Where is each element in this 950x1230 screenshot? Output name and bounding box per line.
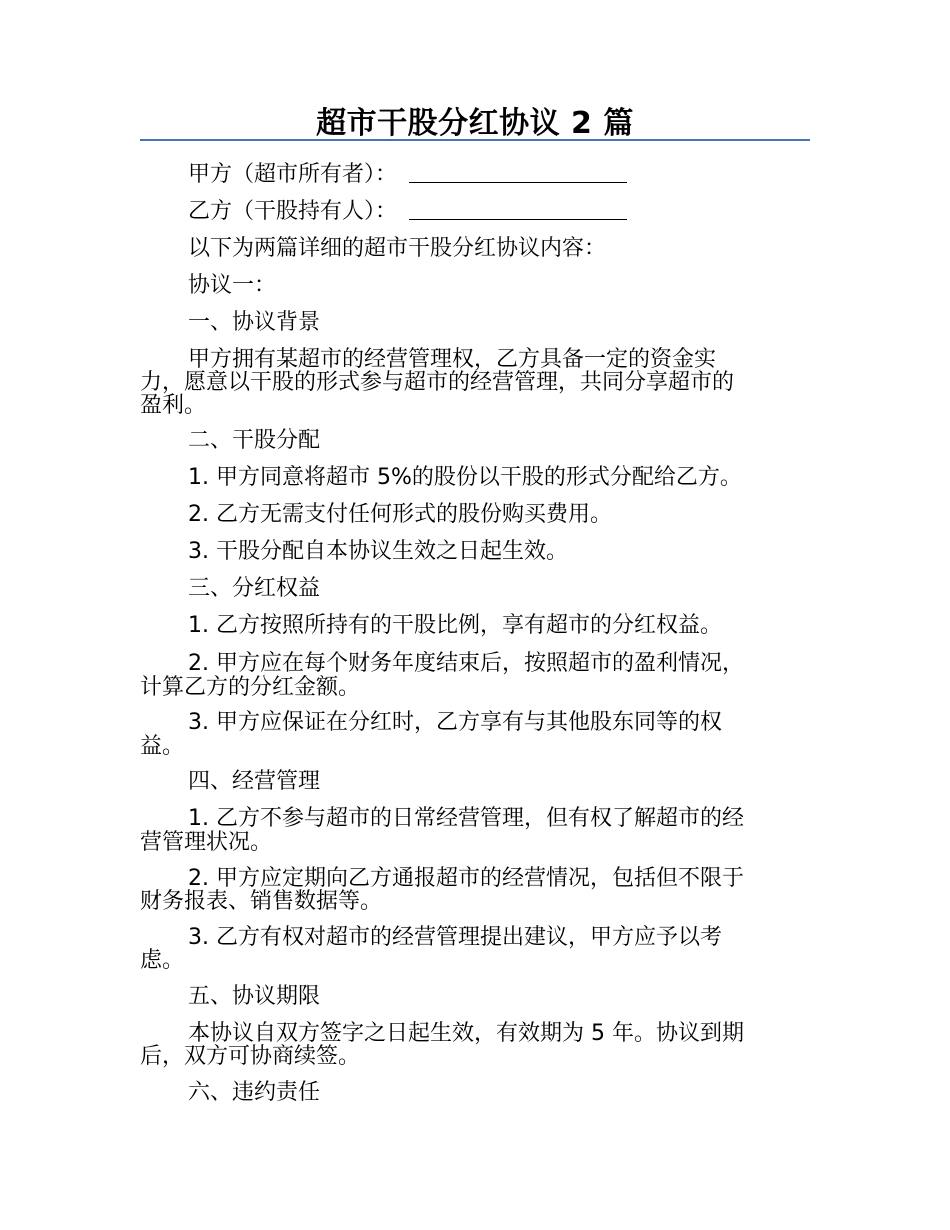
section-3-item-2-line-1: 2. 甲方应在每个财务年度结束后，按照超市的盈利情况， [188,651,744,676]
section-4-item-1-line-1: 1. 乙方不参与超市的日常经营管理，但有权了解超市的经 [188,806,744,831]
intro-text: 以下为两篇详细的超市干股分红协议内容： [188,236,607,261]
section-2-title: 二、干股分配 [188,428,321,453]
section-1-title: 一、协议背景 [188,310,321,335]
section-2-item-1: 1. 甲方同意将超市 5%的股份以干股的形式分配给乙方。 [188,465,742,490]
section-6-title: 六、违约责任 [188,1080,321,1105]
section-3-item-1: 1. 乙方按照所持有的干股比例，享有超市的分红权益。 [188,613,722,638]
agreement-one-heading: 协议一： [188,273,277,298]
section-5-title: 五、协议期限 [188,984,321,1009]
party-a-blank [409,162,627,183]
party-a-label: 甲方（超市所有者）： [188,162,398,187]
party-b-line [188,199,627,225]
section-2-item-2: 2. 乙方无需支付任何形式的股份购买费用。 [188,502,612,527]
section-4-item-2-line-1: 2. 甲方应定期向乙方通报超市的经营情况，包括但不限于 [188,866,744,891]
section-4-item-1-line-2: 营管理状况。 [140,830,273,855]
section-1-text-line-3: 盈利。 [140,393,207,418]
section-2-item-3: 3. 干股分配自本协议生效之日起生效。 [188,539,568,564]
section-1-text-line-2: 力，愿意以干股的形式参与超市的经营管理，共同分享超市的 [140,370,735,395]
party-b-label: 乙方（干股持有人）： [188,199,398,224]
section-3-item-3-line-1: 3. 甲方应保证在分红时，乙方享有与其他股东同等的权 [188,710,722,735]
title-underline [140,139,810,141]
section-1-text-line-1: 甲方拥有某超市的经营管理权，乙方具备一定的资金实 [188,347,717,372]
section-4-title: 四、经营管理 [188,769,321,794]
section-4-item-2-line-2: 财务报表、销售数据等。 [140,889,383,914]
section-4-item-3-line-2: 虑。 [140,948,185,973]
section-3-item-3-line-2: 益。 [140,734,185,759]
section-4-item-3-line-1: 3. 乙方有权对超市的经营管理提出建议，甲方应予以考 [188,925,722,950]
party-a-line [188,162,627,188]
section-5-text-line-1: 本协议自双方签字之日起生效，有效期为 5 年。协议到期 [188,1021,744,1046]
section-3-item-2-line-2: 计算乙方的分红金额。 [140,675,361,700]
document-title: 超市干股分红协议 2 篇 [316,106,634,141]
section-3-title: 三、分红权益 [188,576,321,601]
party-b-blank [409,199,627,220]
section-5-text-line-2: 后，双方可协商续签。 [140,1044,361,1069]
